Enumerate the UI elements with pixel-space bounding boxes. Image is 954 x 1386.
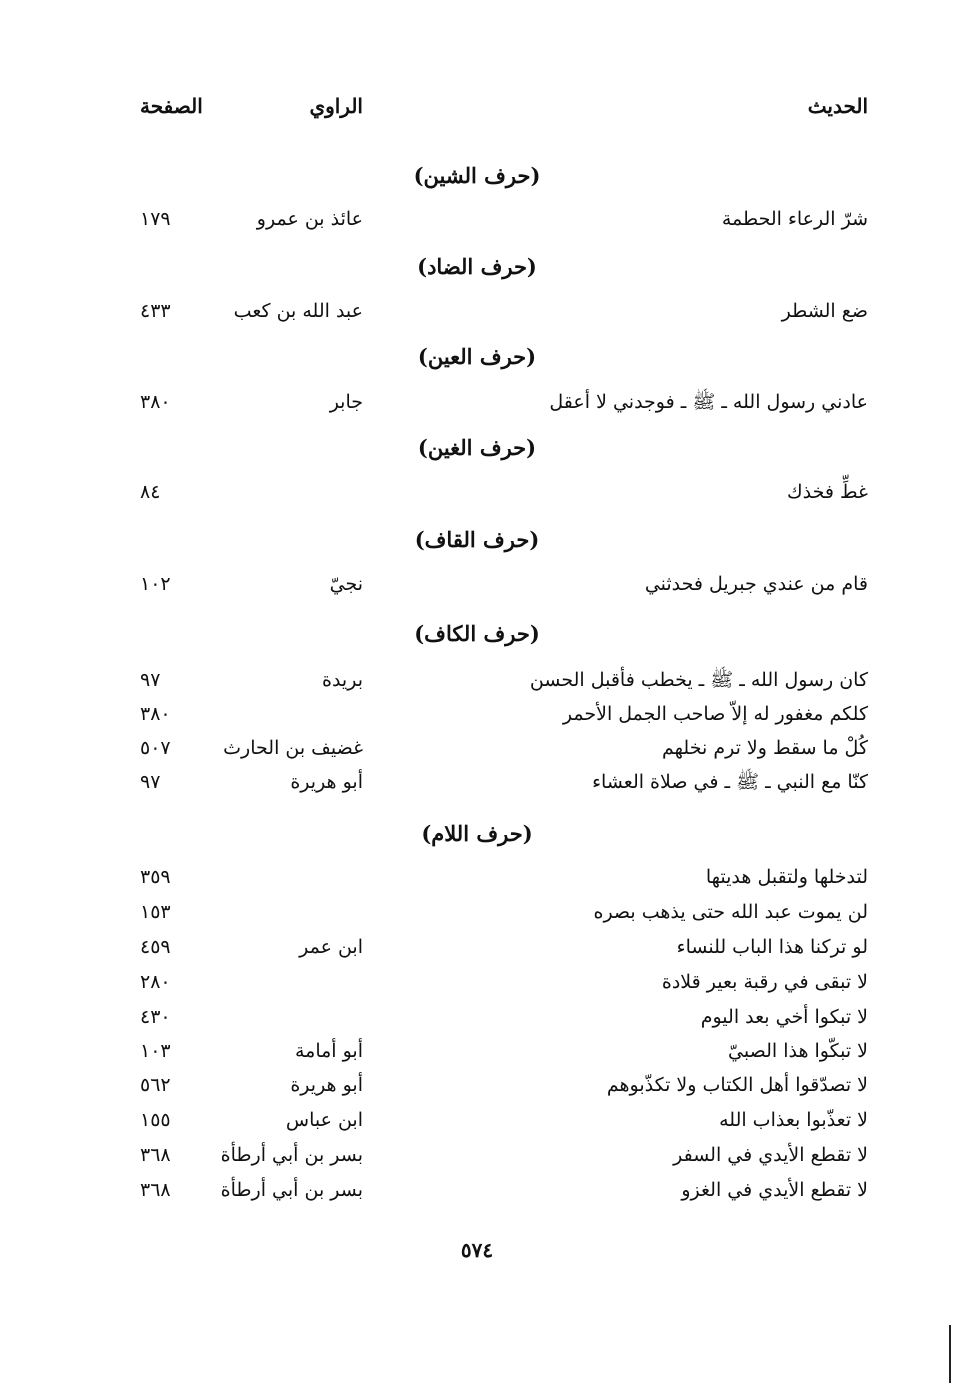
table-row [100,386,868,418]
section-title-dad: (حرف الضاد) [417,254,537,279]
hadith-text: قام من عندي جبريل فحدثني [644,573,868,595]
hadith-text: كُلْ ما سقط ولا ترم نخلهم [662,737,868,759]
rawi-name: بريدة [322,669,363,691]
table-row [100,1001,868,1033]
page-number: ١٠٢ [140,573,171,595]
rawi-name: ابن عباس [285,1109,363,1131]
table-row [100,1174,868,1206]
section-title-kaf: (حرف الكاف) [414,621,540,646]
table-row [100,295,868,327]
rawi-name: ابن عمر [299,936,363,958]
page-number: ٣٨٠ [140,703,171,725]
page-number: ٤٣٠ [140,1006,171,1028]
rawi-name: أبو هريرة [290,1074,363,1096]
table-row [100,1035,868,1067]
page-footer-number: ٥٧٤ [460,1238,494,1262]
table-row [100,698,868,730]
rawi-name: عبد الله بن كعب [233,300,363,322]
section-title-qaf: (حرف القاف) [414,527,540,552]
table-row [100,1104,868,1136]
hadith-text: لو تركنا هذا الباب للنساء [676,936,868,958]
section-title-ain: (حرف العين) [417,344,537,369]
hadith-column-header: الحديث [807,94,868,118]
page-column-header: الصفحة [140,94,203,118]
rawi-name: بسر بن أبي أرطأة [220,1179,363,1201]
table-row [100,931,868,963]
page-number: ٤٥٩ [140,936,171,958]
page-number: ٤٣٣ [140,300,171,322]
section-title-sheen: (حرف الشين) [413,163,541,188]
table-row [100,203,868,235]
hadith-text: لا تبكوا أخي بعد اليوم [700,1006,868,1028]
rawi-name: أبو أمامة [294,1040,363,1062]
table-row [100,568,868,600]
hadith-text: عادني رسول الله ـ ﷺ ـ فوجدني لا أعقل [549,391,868,413]
page-number: ٣٥٩ [140,866,171,888]
table-row [100,476,868,508]
section-title-ghain: (حرف الغين) [417,435,537,460]
table-row [100,664,868,696]
table-row [100,732,868,764]
hadith-text: ضع الشطر [781,300,868,322]
hadith-text: لا تقطع الأيدي في السفر [673,1144,868,1166]
page-number: ٩٧ [140,771,161,793]
section-title-lam: (حرف اللام) [421,821,533,846]
scan-edge-mark [949,1325,951,1383]
rawi-name: غضيف بن الحارث [223,737,363,759]
page-number: ٨٤ [140,481,161,503]
page-number: ٢٨٠ [140,971,171,993]
page-number: ٥٠٧ [140,737,171,759]
hadith-text: كلكم مغفور له إلاّ صاحب الجمل الأحمر [562,703,868,725]
page-number: ١٠٣ [140,1040,171,1062]
page-number: ٩٧ [140,669,161,691]
hadith-text: شرّ الرعاء الحطمة [721,208,868,230]
hadith-text: لا تصدّقوا أهل الكتاب ولا تكذّبوهم [606,1074,868,1096]
page-number: ١٥٣ [140,901,171,923]
page-number: ٥٦٢ [140,1074,171,1096]
table-row [100,1139,868,1171]
table-row [100,1069,868,1101]
rawi-name: عائذ بن عمرو [256,208,363,230]
hadith-text: لتدخلها ولتقبل هديتها [705,866,868,888]
hadith-text: غطِّ فخذك [787,481,868,503]
page-number: ١٥٥ [140,1109,171,1131]
table-row [100,896,868,928]
rawi-name: جابر [329,391,363,413]
page-number: ٣٦٨ [140,1144,171,1166]
hadith-text: كنّا مع النبي ـ ﷺ ـ في صلاة العشاء [592,771,868,793]
rawi-name: أبو هريرة [290,771,363,793]
table-header [100,94,868,126]
hadith-text: لا تعذّبوا بعذاب الله [719,1109,868,1131]
page-number: ٣٦٨ [140,1179,171,1201]
hadith-text: لا تبقى في رقبة بعير قلادة [661,971,868,993]
hadith-text: لن يموت عبد الله حتى يذهب بصره [593,901,868,923]
page-number: ١٧٩ [140,208,171,230]
table-row [100,861,868,893]
table-row [100,766,868,798]
hadith-text: كان رسول الله ـ ﷺ ـ يخطب فأقبل الحسن [529,669,868,691]
hadith-text: لا تبكّوا هذا الصبيّ [728,1040,868,1062]
table-row [100,966,868,998]
rawi-name: بسر بن أبي أرطأة [220,1144,363,1166]
page-number: ٣٨٠ [140,391,171,413]
rawi-column-header: الراوي [309,94,363,118]
hadith-text: لا تقطع الأيدي في الغزو [681,1179,868,1201]
rawi-name: نجيّ [329,573,363,595]
